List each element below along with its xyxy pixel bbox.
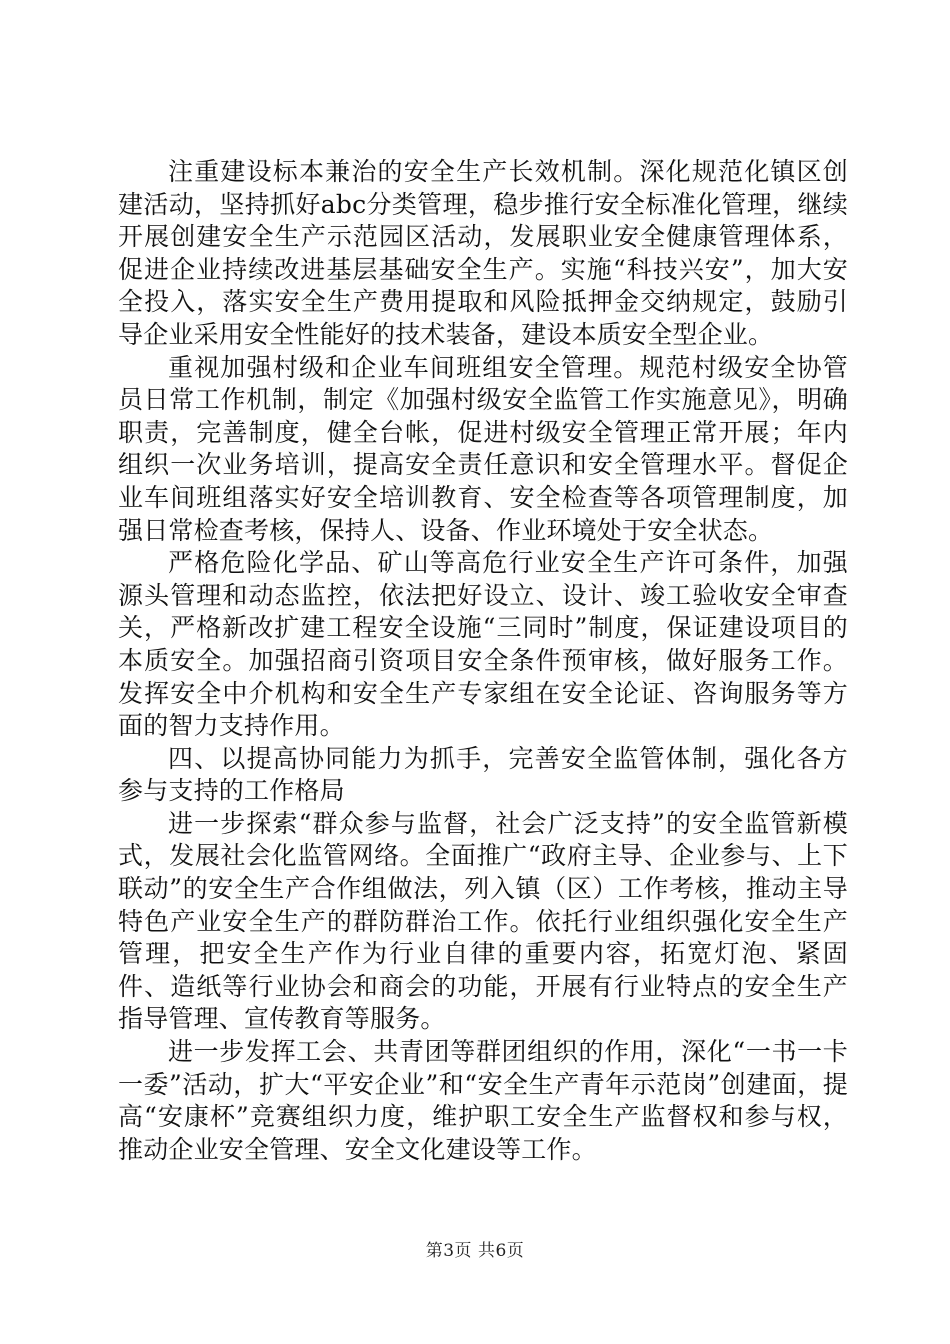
paragraph-village-management: 重视加强村级和企业车间班组安全管理。规范村级安全协管员日常工作机制，制定《加强村级安全监管工作实施意见》，明确职责，完善制度，健全台帐，促进村级安全管理正常开展；年内组织一次业务培训，提高安全责任意识和安全管理水平。督促企业车间班组落实好安全培训教育、安全检查等各项管理制度，加强日常检查考核，保持人、设备、作业环境处于安全状态。 — [118, 352, 848, 545]
paragraph-mass-organizations: 进一步发挥工会、共青团等群团组织的作用，深化“一书一卡一委”活动，扩大“平安企业”和“安全生产青年示范岗”创建面，提高“安康杯”竞赛组织力度，维护职工安全生产监督权和参与权，推动企业安全管理、安全文化建设等工作。 — [118, 1037, 848, 1164]
page-number-footer: 第3页 共6页 — [425, 1241, 525, 1261]
section-heading-four: 四、以提高协同能力为抓手，完善安全监管体制，强化各方参与支持的工作格局 — [118, 743, 848, 806]
paragraph-high-risk-industries: 严格危险化学品、矿山等高危行业安全生产许可条件，加强源头管理和动态监控，依法把好设立、设计、竣工验收安全审查关，严格新改扩建工程安全设施“三同时”制度，保证建设项目的本质安全。加强招商引资项目安全条件预审核，做好服务工作。发挥安全中介机构和安全生产专家组在安全论证、咨询服务等方面的智力支持作用。 — [118, 548, 848, 741]
document-body — [118, 156, 848, 1166]
paragraph-long-term-mechanism: 注重建设标本兼治的安全生产长效机制。深化规范化镇区创建活动，坚持抓好abc分类管理，稳步推行安全标准化管理，继续开展创建安全生产示范园区活动，发展职业安全健康管理体系，促进企业持续改进基层基础安全生产。实施“科技兴安”，加大安全投入，落实安全生产费用提取和风险抵押金交纳规定，鼓励引导企业采用安全性能好的技术装备，建设本质安全型企业。 — [118, 157, 848, 349]
paragraph-new-supervision-model: 进一步探索“群众参与监督，社会广泛支持”的安全监管新模式，发展社会化监管网络。全面推广“政府主导、企业参与、上下联动”的安全生产合作组做法，列入镇（区）工作考核，推动主导特色产业安全生产的群防群治工作。依托行业组织强化安全生产管理，把安全生产作为行业自律的重要内容，拓宽灯泡、紧固件、造纸等行业协会和商会的功能，开展有行业特点的安全生产指导管理、宣传教育等服务。 — [118, 808, 848, 1034]
